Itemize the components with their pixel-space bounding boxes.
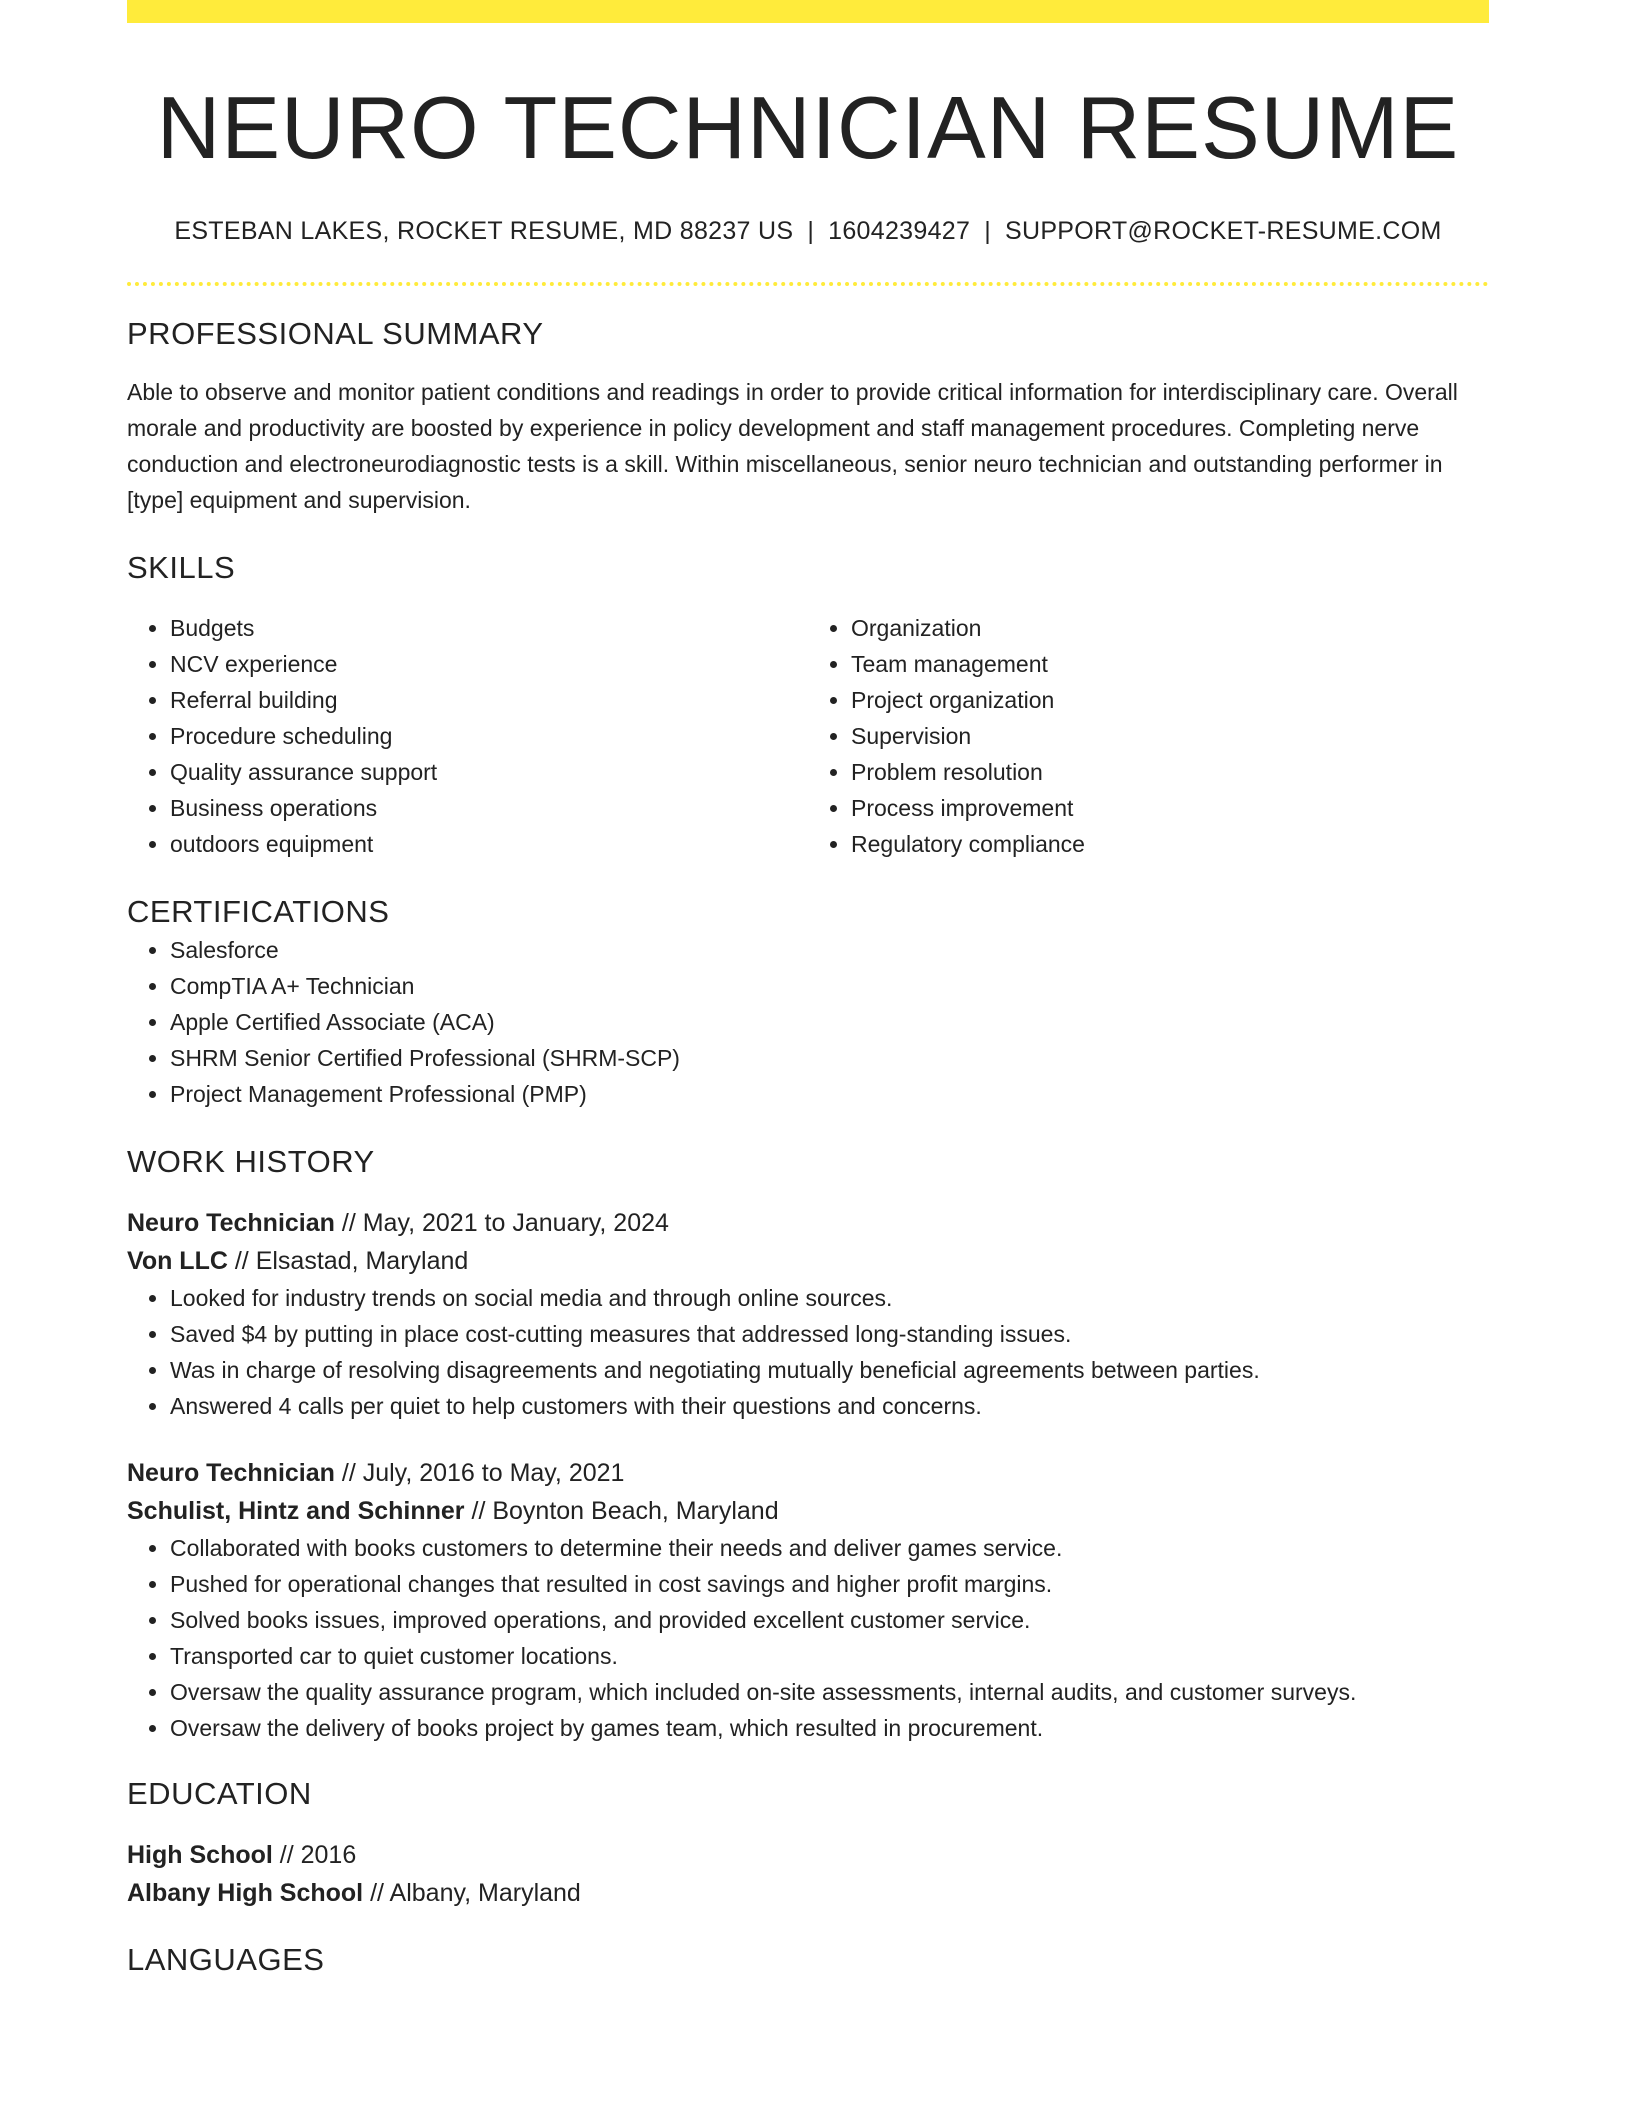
certifications-list bbox=[127, 932, 1489, 1112]
education-heading: EDUCATION bbox=[127, 1776, 312, 1811]
skill-item: • Referral building bbox=[170, 682, 808, 718]
job-company: Schulist, Hintz and Schinner bbox=[127, 1497, 465, 1525]
resume-content bbox=[127, 0, 1489, 1980]
certification-item: • CompTIA A+ Technician bbox=[170, 968, 1489, 1004]
skill-item: • Business operations bbox=[170, 790, 808, 826]
certification-item: • SHRM Senior Certified Professional (SHRM-SCP) bbox=[170, 1040, 1489, 1076]
skills-list-left bbox=[127, 610, 808, 862]
education-degree: High School bbox=[127, 1841, 273, 1869]
education-year: // 2016 bbox=[279, 1841, 357, 1869]
skill-item: • Organization bbox=[851, 610, 1489, 646]
education-entry bbox=[127, 1836, 1489, 1912]
summary-text: Able to observe and monitor patient conditions and readings in order to provide critical information for interdisciplinary care. Overall morale and productivity are boosted by experience in policy development and staff management procedures. Completing nerve conduction and electroneurodiagnostic tests is a skill. Within miscellaneous, senior neuro technician and outstanding performer in [type] equipment and supervision. bbox=[127, 379, 1458, 513]
skill-item: • Regulatory compliance bbox=[851, 826, 1489, 862]
skill-item: • Procedure scheduling bbox=[170, 718, 808, 754]
job-title-line bbox=[127, 1454, 1489, 1492]
header-divider bbox=[127, 282, 1489, 286]
job-duty: • Transported car to quiet customer locations. bbox=[170, 1638, 1489, 1674]
job-duty: • Answered 4 calls per quiet to help customers with their questions and concerns. bbox=[170, 1388, 1489, 1424]
skill-item: • Project organization bbox=[851, 682, 1489, 718]
languages-heading: LANGUAGES bbox=[127, 1942, 325, 1977]
job-company-line bbox=[127, 1242, 1489, 1280]
job-duty: • Collaborated with books customers to determine their needs and deliver games service. bbox=[170, 1530, 1489, 1566]
job-duty: • Solved books issues, improved operations, and provided excellent customer service. bbox=[170, 1602, 1489, 1638]
skills-heading: SKILLS bbox=[127, 550, 236, 585]
skill-item: • Quality assurance support bbox=[170, 754, 808, 790]
job-title: Neuro Technician bbox=[127, 1209, 335, 1237]
job-duty: • Looked for industry trends on social media and through online sources. bbox=[170, 1280, 1489, 1316]
contact-separator: | bbox=[984, 217, 991, 245]
job-dates: // July, 2016 to May, 2021 bbox=[341, 1459, 625, 1487]
job-duty: • Pushed for operational changes that resulted in cost savings and higher profit margins. bbox=[170, 1566, 1489, 1602]
summary-heading: PROFESSIONAL SUMMARY bbox=[127, 316, 544, 351]
job-duty: • Was in charge of resolving disagreements and negotiating mutually beneficial agreements between parties. bbox=[170, 1352, 1489, 1388]
skill-item: • Budgets bbox=[170, 610, 808, 646]
resume-title: NEURO TECHNICIAN RESUME bbox=[156, 78, 1460, 177]
job-location: // Boynton Beach, Maryland bbox=[471, 1497, 779, 1525]
job-entry bbox=[127, 1204, 1489, 1424]
skill-item: • Supervision bbox=[851, 718, 1489, 754]
work-history-heading: WORK HISTORY bbox=[127, 1144, 375, 1179]
certification-item: • Project Management Professional (PMP) bbox=[170, 1076, 1489, 1112]
contact-phone: 1604239427 bbox=[828, 217, 971, 245]
skill-item: • Team management bbox=[851, 646, 1489, 682]
skill-item: • NCV experience bbox=[170, 646, 808, 682]
education-location: // Albany, Maryland bbox=[370, 1879, 581, 1907]
contact-separator: | bbox=[807, 217, 815, 245]
contact-address: ESTEBAN LAKES, ROCKET RESUME, MD 88237 US bbox=[174, 217, 794, 245]
skills-list-right bbox=[808, 610, 1489, 862]
job-location: // Elsastad, Maryland bbox=[234, 1247, 469, 1275]
job-duties-list bbox=[127, 1530, 1489, 1746]
job-title-line bbox=[127, 1204, 1489, 1242]
job-dates: // May, 2021 to January, 2024 bbox=[341, 1209, 669, 1237]
job-entry bbox=[127, 1454, 1489, 1746]
contact-line bbox=[127, 214, 1489, 248]
job-duty: • Saved $4 by putting in place cost-cutting measures that addressed long-standing issues. bbox=[170, 1316, 1489, 1352]
job-duty: • Oversaw the quality assurance program, which included on-site assessments, internal audits, and customer surveys. bbox=[170, 1674, 1489, 1710]
job-title: Neuro Technician bbox=[127, 1459, 335, 1487]
certification-item: • Apple Certified Associate (ACA) bbox=[170, 1004, 1489, 1040]
job-company: Von LLC bbox=[127, 1247, 228, 1275]
certifications-heading: CERTIFICATIONS bbox=[127, 894, 390, 929]
skill-item: • outdoors equipment bbox=[170, 826, 808, 862]
job-duty: • Oversaw the delivery of books project by games team, which resulted in procurement. bbox=[170, 1710, 1489, 1746]
skills-columns bbox=[127, 610, 1489, 862]
contact-email: SUPPORT@ROCKET-RESUME.COM bbox=[1004, 217, 1442, 245]
skill-item: • Problem resolution bbox=[851, 754, 1489, 790]
education-school-line bbox=[127, 1874, 1489, 1912]
certification-item: • Salesforce bbox=[170, 932, 1489, 968]
education-degree-line bbox=[127, 1836, 1489, 1874]
skill-item: • Process improvement bbox=[851, 790, 1489, 826]
job-duties-list bbox=[127, 1280, 1489, 1424]
job-company-line bbox=[127, 1492, 1489, 1530]
education-school: Albany High School bbox=[127, 1879, 364, 1907]
